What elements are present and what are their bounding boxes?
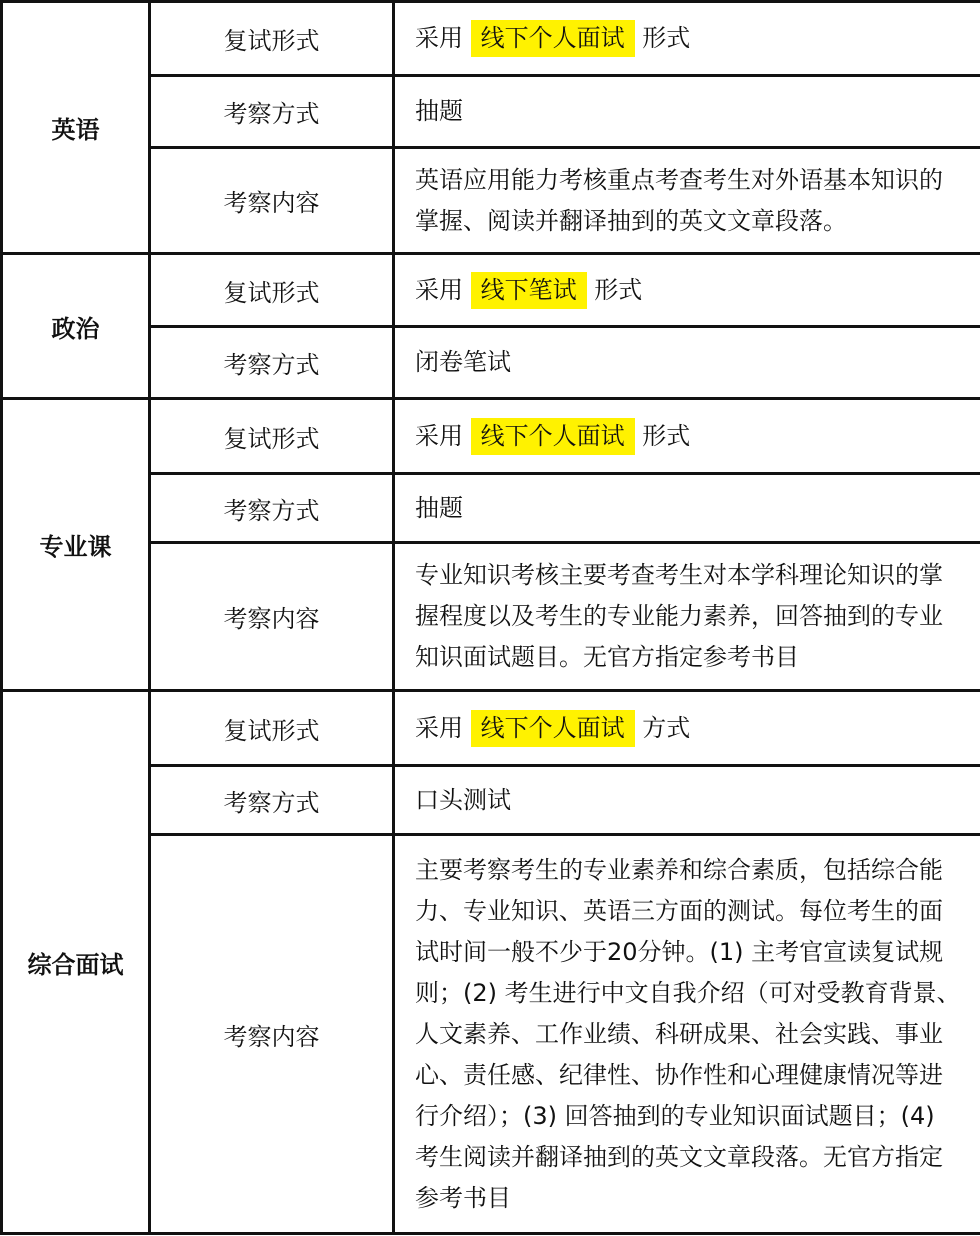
field-label: 考察方式 [150,76,394,148]
value-prefix: 采用 [415,24,463,52]
field-value [394,691,980,766]
highlighted-text: 线下个人面试 [471,710,635,747]
field-label: 考察内容 [150,835,394,1234]
field-label: 复试形式 [150,399,394,474]
table-row [2,2,980,76]
field-label: 考察内容 [150,543,394,691]
content-text: 专业知识考核主要考查考生对本学科理论知识的掌握程度以及考生的专业能力素养，回答抽到的专业知识面试题目。无官方指定参考书目 [415,561,943,671]
field-label: 考察内容 [150,148,394,254]
content-text: 英语应用能力考核重点考查考生对外语基本知识的掌握、阅读并翻译抽到的英文文章段落。 [415,165,943,235]
value-suffix: 形式 [594,275,643,304]
highlighted-text: 线下个人面试 [471,418,635,455]
value-prefix: 采用 [415,713,463,742]
field-value: 口头测试 [394,766,980,835]
field-value [394,2,980,76]
subject-comprehensive-interview: 综合面试 [2,691,150,1234]
field-value: 抽题 [394,474,980,543]
table-row [2,399,980,474]
field-label: 考察方式 [150,327,394,399]
field-label: 复试形式 [150,254,394,327]
value-prefix: 采用 [415,421,463,450]
field-value [394,835,980,1234]
highlighted-text: 线下笔试 [471,272,587,309]
value-suffix: 形式 [642,421,691,450]
field-value [394,543,980,691]
subject-politics: 政治 [2,254,150,399]
field-label: 复试形式 [150,2,394,76]
table-row [2,254,980,327]
subject-english: 英语 [2,2,150,254]
highlighted-text: 线下个人面试 [471,20,635,57]
field-label: 复试形式 [150,691,394,766]
value-suffix: 形式 [642,24,691,52]
value-suffix: 方式 [642,713,691,742]
subject-major-course: 专业课 [2,399,150,691]
field-value [394,254,980,327]
field-value [394,399,980,474]
table-row [2,691,980,766]
field-value: 闭卷笔试 [394,327,980,399]
content-text: 主要考察考生的专业素养和综合素质，包括综合能力、专业知识、英语三方面的测试。每位考生的面试时间一般不少于20分钟。(1) 主考官宣读复试规则；(2) 考生进行中文自我介绍（可对受教育背景、人文素养、工作业绩、科研成果、社会实践、事业心、责任感、纪律性、协作性和心理健康情况等进行介绍）；(3) 回答抽到的专业知识面试题目；(4) 考生阅读并翻译抽到的英文文章段落。无官方指定参考书目 [415,855,961,1212]
field-label: 考察方式 [150,474,394,543]
field-label: 考察方式 [150,766,394,835]
field-value [394,148,980,254]
value-prefix: 采用 [415,275,463,304]
field-value: 抽题 [394,76,980,148]
